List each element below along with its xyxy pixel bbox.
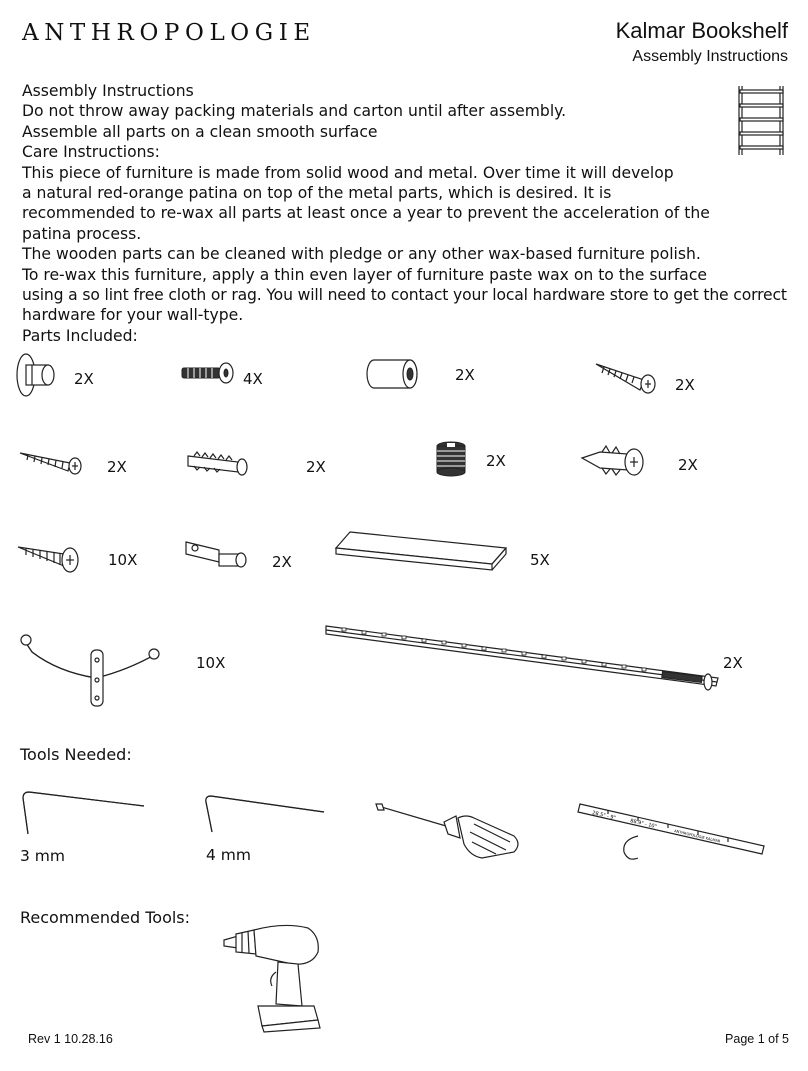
hex-key-3mm-label: 3 mm <box>20 847 65 865</box>
part-qty: 2X <box>74 370 94 388</box>
part-qty: 5X <box>530 551 550 569</box>
intro-line: hardware for your wall-type. <box>22 306 244 325</box>
v-shelf-support-illustration <box>18 630 168 708</box>
instructions-text <box>22 81 792 346</box>
intro-line: Care Instructions: <box>22 143 160 162</box>
recommended-tools-heading: Recommended Tools: <box>20 908 191 927</box>
ruler-mark: 88.9" - 10" <box>629 818 658 831</box>
intro-line: The wooden parts can be cleaned with pledge or any other wax-based furniture polish. <box>22 245 701 264</box>
phillips-screw-illustration <box>594 360 662 396</box>
parts-included-heading: Parts Included: <box>22 326 138 345</box>
part-qty: 2X <box>723 654 743 672</box>
revision-label: Rev 1 10.28.16 <box>28 1032 113 1046</box>
tools-needed-heading: Tools Needed: <box>20 745 132 764</box>
tape-measure-icon <box>578 800 768 866</box>
part-qty: 2X <box>486 452 506 470</box>
threaded-insert-illustration <box>434 440 468 476</box>
part-qty: 2X <box>455 366 475 384</box>
barrel-nut-illustration <box>366 357 420 391</box>
ruler-mark: 28.5" - 9" <box>591 810 617 822</box>
part-qty: 2X <box>306 458 326 476</box>
drywall-anchor-illustration <box>580 444 654 478</box>
intro-line: a natural red-orange patina on top of the metal parts, which is desired. It is <box>22 184 612 203</box>
brand-logo: ANTHROPOLOGIE <box>22 20 316 46</box>
side-rail-illustration <box>322 622 722 694</box>
shelf-board-illustration <box>334 530 510 572</box>
intro-line: To re-wax this furniture, apply a thin even layer of furniture paste wax on to the surface <box>22 265 707 284</box>
document-subtitle: Assembly Instructions <box>632 48 788 65</box>
part-qty: 10X <box>196 654 226 672</box>
intro-line: This piece of furniture is made from solid wood and metal. Over time it will develop <box>22 163 674 182</box>
large-screw-illustration <box>16 542 82 574</box>
part-qty: 2X <box>678 456 698 474</box>
ruler-label: ANTHROPOLOGIE KALMAR <box>673 829 721 844</box>
intro-line: using a so lint free cloth or rag. You will need to contact your local hardware store to get the correct <box>22 286 787 305</box>
page-number: Page 1 of 5 <box>725 1032 789 1046</box>
document-title: Kalmar Bookshelf <box>615 18 788 43</box>
bolt-illustration <box>180 362 240 384</box>
intro-line: patina process. <box>22 224 142 243</box>
long-wood-screw-illustration <box>18 447 86 475</box>
intro-line: Assembly Instructions <box>22 82 194 100</box>
part-qty: 4X <box>243 370 263 388</box>
wall-mount-knob-illustration <box>14 352 64 398</box>
intro-line: Do not throw away packing materials and carton until after assembly. <box>22 102 567 121</box>
bracket-pin-illustration <box>183 538 253 578</box>
part-qty: 2X <box>272 553 292 571</box>
power-drill-icon <box>222 922 332 1032</box>
hex-key-4mm-label: 4 mm <box>206 846 251 864</box>
hex-key-4mm-icon <box>198 790 328 838</box>
part-qty: 2X <box>107 458 127 476</box>
part-qty: 10X <box>108 551 138 569</box>
part-qty: 2X <box>675 376 695 394</box>
hex-key-3mm-icon <box>18 788 148 838</box>
screwdriver-icon <box>374 800 524 866</box>
intro-line: recommended to re-wax all parts at least once a year to prevent the acceleration of the <box>22 204 710 223</box>
intro-line: Assemble all parts on a clean smooth surface <box>22 122 378 141</box>
wall-anchor-illustration <box>186 448 252 478</box>
